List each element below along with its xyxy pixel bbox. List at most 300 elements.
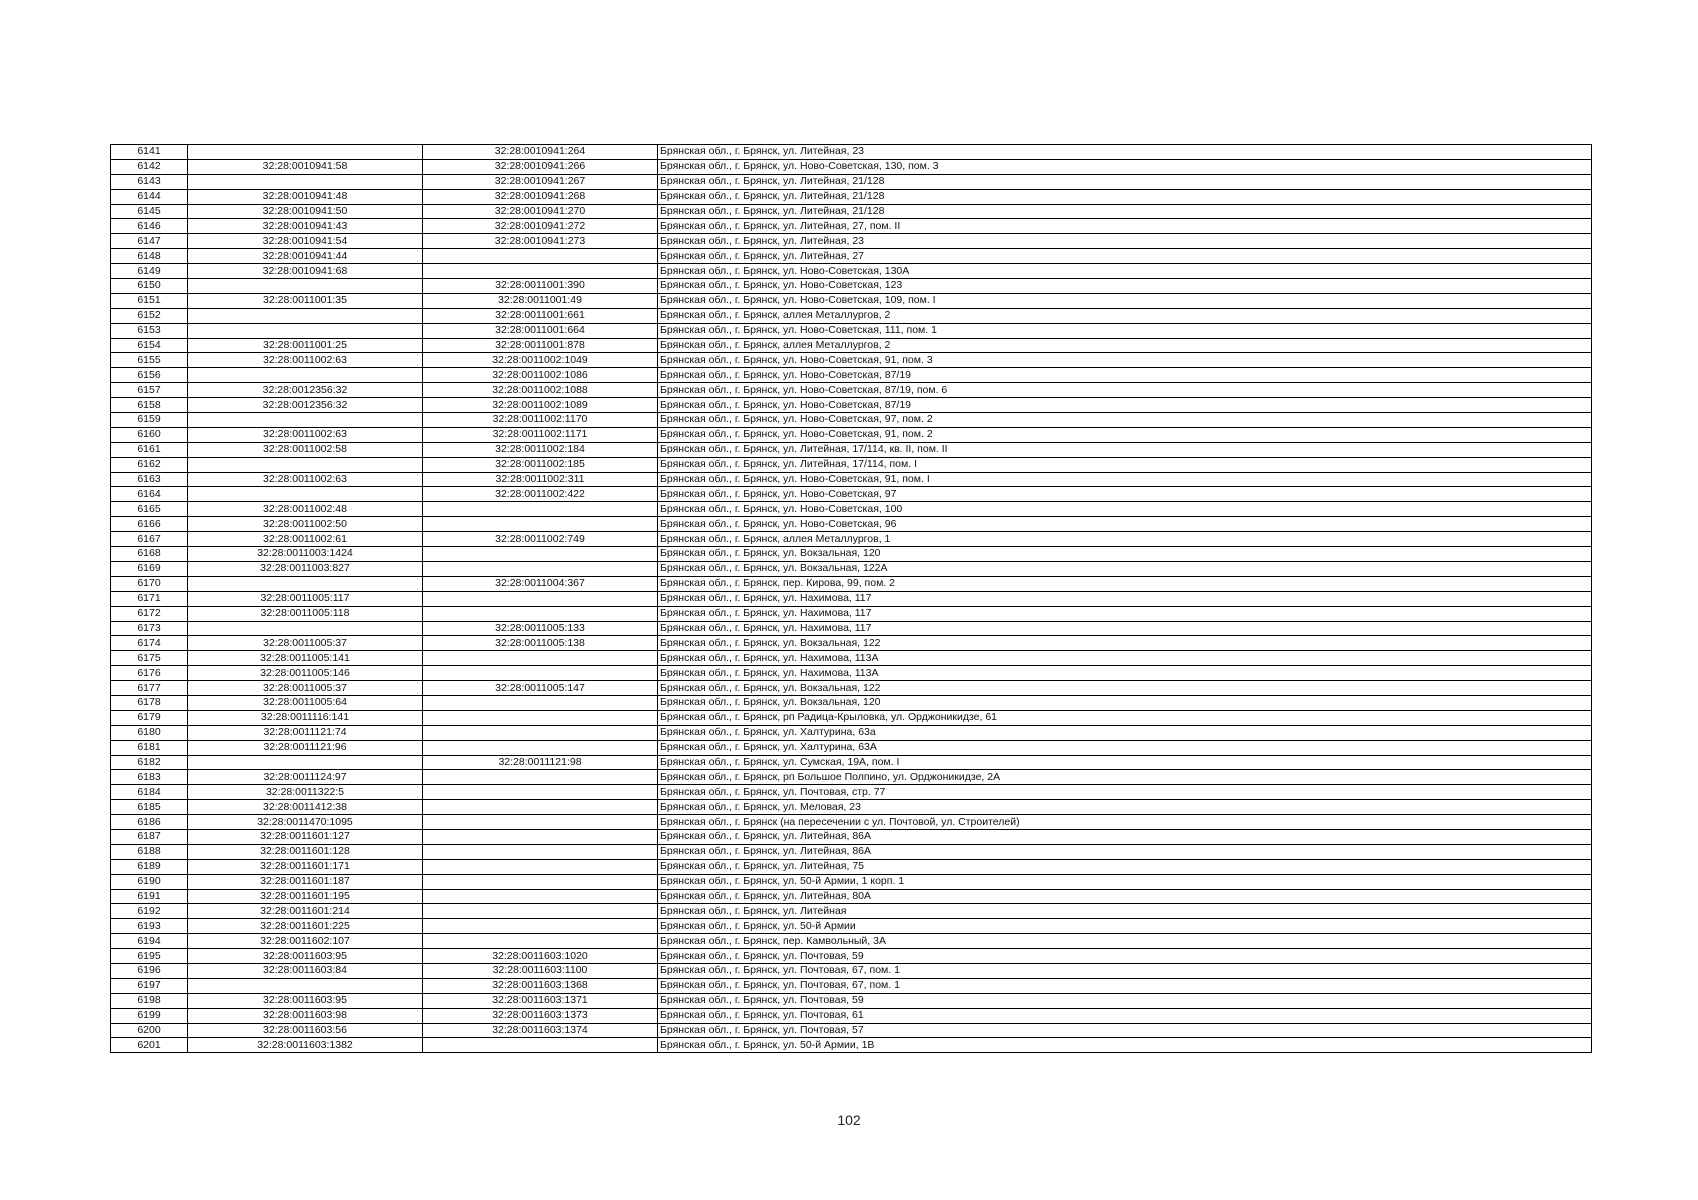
cadastral-number-land-cell: 32:28:0011005:117 <box>188 591 423 606</box>
table-row <box>111 532 1592 547</box>
address-cell: Брянская обл., г. Брянск, ул. Литейная, 21/128 <box>658 204 1592 219</box>
table-row <box>111 681 1592 696</box>
row-number-cell: 6162 <box>111 457 188 472</box>
cadastral-number-object-cell <box>423 874 658 889</box>
cadastral-number-land-cell <box>188 621 423 636</box>
cadastral-number-land-cell: 32:28:0011002:61 <box>188 532 423 547</box>
cadastral-number-object-cell: 32:28:0011002:184 <box>423 442 658 457</box>
cadastral-number-object-cell <box>423 934 658 949</box>
address-cell: Брянская обл., г. Брянск, ул. Литейная, 75 <box>658 859 1592 874</box>
address-cell: Брянская обл., г. Брянск, ул. Нахимова, 117 <box>658 591 1592 606</box>
row-number-cell: 6191 <box>111 889 188 904</box>
cadastral-number-land-cell: 32:28:0011002:63 <box>188 427 423 442</box>
cadastral-number-object-cell <box>423 264 658 279</box>
address-cell: Брянская обл., г. Брянск (на пересечении с ул. Почтовой, ул. Строителей) <box>658 815 1592 830</box>
cadastral-number-land-cell <box>188 755 423 770</box>
cadastral-number-object-cell: 32:28:0011002:1170 <box>423 413 658 428</box>
cadastral-number-object-cell <box>423 859 658 874</box>
row-number-cell: 6168 <box>111 547 188 562</box>
row-number-cell: 6172 <box>111 606 188 621</box>
cadastral-number-object-cell: 32:28:0011002:1086 <box>423 368 658 383</box>
row-number-cell: 6144 <box>111 189 188 204</box>
registry-table <box>110 144 1592 1053</box>
address-cell: Брянская обл., г. Брянск, ул. Нахимова, 117 <box>658 621 1592 636</box>
address-cell: Брянская обл., г. Брянск, ул. Почтовая, стр. 77 <box>658 785 1592 800</box>
table-row <box>111 234 1592 249</box>
cadastral-number-object-cell <box>423 725 658 740</box>
row-number-cell: 6179 <box>111 710 188 725</box>
address-cell: Брянская обл., г. Брянск, ул. Ново-Советская, 91, пом. 3 <box>658 353 1592 368</box>
row-number-cell: 6181 <box>111 740 188 755</box>
cadastral-number-land-cell: 32:28:0011002:63 <box>188 353 423 368</box>
table-row <box>111 829 1592 844</box>
row-number-cell: 6147 <box>111 234 188 249</box>
table-row <box>111 368 1592 383</box>
row-number-cell: 6193 <box>111 919 188 934</box>
cadastral-number-object-cell: 32:28:0011004:367 <box>423 576 658 591</box>
row-number-cell: 6186 <box>111 815 188 830</box>
address-cell: Брянская обл., г. Брянск, ул. Литейная, 86А <box>658 829 1592 844</box>
address-cell: Брянская обл., г. Брянск, аллея Металлургов, 2 <box>658 308 1592 323</box>
cadastral-number-object-cell: 32:28:0010941:273 <box>423 234 658 249</box>
cadastral-number-land-cell: 32:28:0011005:64 <box>188 695 423 710</box>
address-cell: Брянская обл., г. Брянск, ул. Ново-Советская, 100 <box>658 502 1592 517</box>
row-number-cell: 6165 <box>111 502 188 517</box>
row-number-cell: 6188 <box>111 844 188 859</box>
cadastral-number-land-cell: 32:28:0011602:107 <box>188 934 423 949</box>
table-row <box>111 755 1592 770</box>
cadastral-number-land-cell: 32:28:0010941:50 <box>188 204 423 219</box>
table-row <box>111 413 1592 428</box>
table-row <box>111 308 1592 323</box>
address-cell: Брянская обл., г. Брянск, ул. Ново-Советская, 111, пом. 1 <box>658 323 1592 338</box>
cadastral-number-land-cell: 32:28:0011603:1382 <box>188 1038 423 1053</box>
cadastral-number-object-cell: 32:28:0011005:133 <box>423 621 658 636</box>
table-row <box>111 934 1592 949</box>
cadastral-number-object-cell: 32:28:0011002:1088 <box>423 383 658 398</box>
address-cell: Брянская обл., г. Брянск, ул. Ново-Советская, 87/19 <box>658 398 1592 413</box>
address-cell: Брянская обл., г. Брянск, ул. Литейная, 17/114, кв. II, пом. II <box>658 442 1592 457</box>
cadastral-number-land-cell: 32:28:0011601:225 <box>188 919 423 934</box>
row-number-cell: 6154 <box>111 338 188 353</box>
address-cell: Брянская обл., г. Брянск, аллея Металлургов, 1 <box>658 532 1592 547</box>
address-cell: Брянская обл., г. Брянск, ул. Литейная, 86А <box>658 844 1592 859</box>
table-row <box>111 636 1592 651</box>
address-cell: Брянская обл., г. Брянск, ул. Литейная, 21/128 <box>658 174 1592 189</box>
table-row <box>111 1008 1592 1023</box>
address-cell: Брянская обл., г. Брянск, аллея Металлургов, 2 <box>658 338 1592 353</box>
table-row <box>111 800 1592 815</box>
cadastral-number-land-cell <box>188 145 423 160</box>
cadastral-number-object-cell <box>423 517 658 532</box>
address-cell: Брянская обл., г. Брянск, ул. Почтовая, 67, пом. 1 <box>658 963 1592 978</box>
row-number-cell: 6185 <box>111 800 188 815</box>
table-row <box>111 547 1592 562</box>
cadastral-number-land-cell: 32:28:0011002:63 <box>188 472 423 487</box>
address-cell: Брянская обл., г. Брянск, ул. Нахимова, 113А <box>658 666 1592 681</box>
cadastral-number-object-cell: 32:28:0011005:147 <box>423 681 658 696</box>
table-row <box>111 1023 1592 1038</box>
cadastral-number-land-cell: 32:28:0010941:44 <box>188 249 423 264</box>
table-row <box>111 398 1592 413</box>
cadastral-number-land-cell <box>188 279 423 294</box>
cadastral-number-object-cell <box>423 889 658 904</box>
address-cell: Брянская обл., г. Брянск, пер. Кирова, 99, пом. 2 <box>658 576 1592 591</box>
row-number-cell: 6190 <box>111 874 188 889</box>
cadastral-number-land-cell: 32:28:0010941:68 <box>188 264 423 279</box>
cadastral-number-object-cell: 32:28:0011002:422 <box>423 487 658 502</box>
table-row <box>111 353 1592 368</box>
cadastral-number-land-cell: 32:28:0011603:56 <box>188 1023 423 1038</box>
cadastral-number-land-cell <box>188 308 423 323</box>
address-cell: Брянская обл., г. Брянск, ул. Сумская, 19А, пом. I <box>658 755 1592 770</box>
cadastral-number-land-cell: 32:28:0011001:35 <box>188 293 423 308</box>
table-row <box>111 293 1592 308</box>
cadastral-number-land-cell: 32:28:0011121:74 <box>188 725 423 740</box>
row-number-cell: 6156 <box>111 368 188 383</box>
cadastral-number-object-cell <box>423 740 658 755</box>
table-row <box>111 204 1592 219</box>
cadastral-number-object-cell <box>423 666 658 681</box>
cadastral-number-land-cell: 32:28:0011002:48 <box>188 502 423 517</box>
row-number-cell: 6169 <box>111 561 188 576</box>
address-cell: Брянская обл., г. Брянск, ул. Нахимова, 117 <box>658 606 1592 621</box>
table-row <box>111 487 1592 502</box>
cadastral-number-land-cell: 32:28:0011005:118 <box>188 606 423 621</box>
row-number-cell: 6153 <box>111 323 188 338</box>
cadastral-number-land-cell: 32:28:0011005:37 <box>188 636 423 651</box>
table-row <box>111 993 1592 1008</box>
cadastral-number-land-cell <box>188 413 423 428</box>
cadastral-number-object-cell: 32:28:0011001:49 <box>423 293 658 308</box>
table-row <box>111 323 1592 338</box>
row-number-cell: 6145 <box>111 204 188 219</box>
row-number-cell: 6151 <box>111 293 188 308</box>
address-cell: Брянская обл., г. Брянск, ул. Вокзальная, 122 <box>658 681 1592 696</box>
table-row <box>111 904 1592 919</box>
cadastral-number-land-cell: 32:28:0010941:43 <box>188 219 423 234</box>
table-row <box>111 264 1592 279</box>
cadastral-number-land-cell <box>188 368 423 383</box>
address-cell: Брянская обл., г. Брянск, ул. Почтовая, 67, пом. 1 <box>658 978 1592 993</box>
cadastral-number-land-cell <box>188 323 423 338</box>
address-cell: Брянская обл., г. Брянск, ул. Халтурина, 63А <box>658 740 1592 755</box>
address-cell: Брянская обл., г. Брянск, ул. Литейная, 27 <box>658 249 1592 264</box>
table-row <box>111 145 1592 160</box>
row-number-cell: 6159 <box>111 413 188 428</box>
address-cell: Брянская обл., г. Брянск, ул. Ново-Советская, 97, пом. 2 <box>658 413 1592 428</box>
row-number-cell: 6198 <box>111 993 188 1008</box>
cadastral-number-object-cell: 32:28:0011603:1371 <box>423 993 658 1008</box>
table-row <box>111 561 1592 576</box>
table-row <box>111 874 1592 889</box>
table-row <box>111 844 1592 859</box>
cadastral-number-object-cell: 32:28:0011603:1020 <box>423 949 658 964</box>
cadastral-number-object-cell <box>423 919 658 934</box>
table-row <box>111 159 1592 174</box>
address-cell: Брянская обл., г. Брянск, ул. Вокзальная, 120 <box>658 547 1592 562</box>
row-number-cell: 6141 <box>111 145 188 160</box>
cadastral-number-land-cell: 32:28:0011603:98 <box>188 1008 423 1023</box>
table-row <box>111 949 1592 964</box>
cadastral-number-object-cell: 32:28:0010941:268 <box>423 189 658 204</box>
cadastral-number-land-cell <box>188 457 423 472</box>
address-cell: Брянская обл., г. Брянск, ул. 50-й Армии, 1 корп. 1 <box>658 874 1592 889</box>
table-row <box>111 472 1592 487</box>
cadastral-number-object-cell <box>423 561 658 576</box>
table-row <box>111 815 1592 830</box>
address-cell: Брянская обл., г. Брянск, ул. Литейная, 80А <box>658 889 1592 904</box>
table-row <box>111 606 1592 621</box>
address-cell: Брянская обл., г. Брянск, ул. Почтовая, 61 <box>658 1008 1592 1023</box>
address-cell: Брянская обл., г. Брянск, ул. Вокзальная, 120 <box>658 695 1592 710</box>
cadastral-number-object-cell <box>423 591 658 606</box>
cadastral-number-object-cell: 32:28:0011001:390 <box>423 279 658 294</box>
cadastral-number-land-cell: 32:28:0010941:48 <box>188 189 423 204</box>
cadastral-number-object-cell <box>423 606 658 621</box>
cadastral-number-object-cell <box>423 770 658 785</box>
row-number-cell: 6175 <box>111 651 188 666</box>
cadastral-number-land-cell: 32:28:0010941:54 <box>188 234 423 249</box>
address-cell: Брянская обл., г. Брянск, ул. Вокзальная, 122А <box>658 561 1592 576</box>
table-row <box>111 621 1592 636</box>
table-row <box>111 725 1592 740</box>
address-cell: Брянская обл., г. Брянск, ул. Ново-Советская, 96 <box>658 517 1592 532</box>
table-row <box>111 576 1592 591</box>
cadastral-number-object-cell: 32:28:0010941:267 <box>423 174 658 189</box>
cadastral-number-object-cell <box>423 249 658 264</box>
row-number-cell: 6180 <box>111 725 188 740</box>
row-number-cell: 6194 <box>111 934 188 949</box>
page-number: 102 <box>837 1112 861 1128</box>
row-number-cell: 6183 <box>111 770 188 785</box>
cadastral-number-object-cell: 32:28:0010941:270 <box>423 204 658 219</box>
table-row <box>111 279 1592 294</box>
cadastral-number-land-cell: 32:28:0012356:32 <box>188 398 423 413</box>
row-number-cell: 6192 <box>111 904 188 919</box>
cadastral-number-land-cell: 32:28:0011116:141 <box>188 710 423 725</box>
cadastral-number-land-cell: 32:28:0011601:187 <box>188 874 423 889</box>
cadastral-number-object-cell: 32:28:0011002:1049 <box>423 353 658 368</box>
table-row <box>111 174 1592 189</box>
cadastral-number-land-cell <box>188 487 423 502</box>
cadastral-number-land-cell: 32:28:0011601:195 <box>188 889 423 904</box>
address-cell: Брянская обл., г. Брянск, ул. Почтовая, 57 <box>658 1023 1592 1038</box>
cadastral-number-land-cell: 32:28:0011412:38 <box>188 800 423 815</box>
table-row <box>111 666 1592 681</box>
row-number-cell: 6197 <box>111 978 188 993</box>
cadastral-number-object-cell: 32:28:0011002:749 <box>423 532 658 547</box>
row-number-cell: 6184 <box>111 785 188 800</box>
address-cell: Брянская обл., г. Брянск, ул. Ново-Советская, 123 <box>658 279 1592 294</box>
address-cell: Брянская обл., г. Брянск, ул. Ново-Советская, 97 <box>658 487 1592 502</box>
row-number-cell: 6146 <box>111 219 188 234</box>
address-cell: Брянская обл., г. Брянск, ул. 50-й Армии, 1В <box>658 1038 1592 1053</box>
address-cell: Брянская обл., г. Брянск, ул. Литейная, 17/114, пом. I <box>658 457 1592 472</box>
row-number-cell: 6161 <box>111 442 188 457</box>
table-row <box>111 502 1592 517</box>
address-cell: Брянская обл., г. Брянск, ул. Литейная, 27, пом. II <box>658 219 1592 234</box>
address-cell: Брянская обл., г. Брянск, рп Радица-Крыловка, ул. Орджоникидзе, 61 <box>658 710 1592 725</box>
cadastral-number-land-cell: 32:28:0011002:58 <box>188 442 423 457</box>
table-row <box>111 785 1592 800</box>
table-row <box>111 442 1592 457</box>
row-number-cell: 6155 <box>111 353 188 368</box>
cadastral-number-land-cell: 32:28:0012356:32 <box>188 383 423 398</box>
address-cell: Брянская обл., г. Брянск, ул. Ново-Советская, 109, пом. I <box>658 293 1592 308</box>
row-number-cell: 6177 <box>111 681 188 696</box>
cadastral-number-object-cell <box>423 710 658 725</box>
address-cell: Брянская обл., г. Брянск, ул. Ново-Советская, 87/19, пом. 6 <box>658 383 1592 398</box>
cadastral-number-object-cell: 32:28:0011002:311 <box>423 472 658 487</box>
table-row <box>111 651 1592 666</box>
table-row <box>111 383 1592 398</box>
cadastral-number-land-cell: 32:28:0011001:25 <box>188 338 423 353</box>
cadastral-number-object-cell: 32:28:0011603:1374 <box>423 1023 658 1038</box>
row-number-cell: 6148 <box>111 249 188 264</box>
cadastral-number-object-cell <box>423 904 658 919</box>
address-cell: Брянская обл., г. Брянск, ул. Почтовая, 59 <box>658 993 1592 1008</box>
row-number-cell: 6163 <box>111 472 188 487</box>
cadastral-number-land-cell: 32:28:0011603:95 <box>188 949 423 964</box>
row-number-cell: 6158 <box>111 398 188 413</box>
cadastral-number-land-cell: 32:28:0011601:128 <box>188 844 423 859</box>
row-number-cell: 6201 <box>111 1038 188 1053</box>
cadastral-number-land-cell <box>188 978 423 993</box>
address-cell: Брянская обл., г. Брянск, пер. Камвольный, 3А <box>658 934 1592 949</box>
row-number-cell: 6200 <box>111 1023 188 1038</box>
row-number-cell: 6176 <box>111 666 188 681</box>
cadastral-number-land-cell <box>188 174 423 189</box>
row-number-cell: 6182 <box>111 755 188 770</box>
cadastral-number-object-cell: 32:28:0011001:661 <box>423 308 658 323</box>
row-number-cell: 6171 <box>111 591 188 606</box>
cadastral-number-land-cell: 32:28:0011121:96 <box>188 740 423 755</box>
row-number-cell: 6157 <box>111 383 188 398</box>
row-number-cell: 6164 <box>111 487 188 502</box>
cadastral-number-land-cell: 32:28:0011003:827 <box>188 561 423 576</box>
cadastral-number-object-cell: 32:28:0011005:138 <box>423 636 658 651</box>
cadastral-number-object-cell: 32:28:0011603:1373 <box>423 1008 658 1023</box>
cadastral-number-object-cell <box>423 502 658 517</box>
table-row <box>111 591 1592 606</box>
cadastral-number-object-cell: 32:28:0011001:664 <box>423 323 658 338</box>
table-row <box>111 978 1592 993</box>
row-number-cell: 6199 <box>111 1008 188 1023</box>
cadastral-number-land-cell: 32:28:0011003:1424 <box>188 547 423 562</box>
address-cell: Брянская обл., г. Брянск, ул. Ново-Советская, 130А <box>658 264 1592 279</box>
address-cell: Брянская обл., г. Брянск, ул. Нахимова, 113А <box>658 651 1592 666</box>
cadastral-number-land-cell: 32:28:0010941:58 <box>188 159 423 174</box>
cadastral-number-land-cell: 32:28:0011601:127 <box>188 829 423 844</box>
cadastral-number-object-cell <box>423 785 658 800</box>
address-cell: Брянская обл., г. Брянск, ул. Литейная, 23 <box>658 145 1592 160</box>
cadastral-number-land-cell <box>188 576 423 591</box>
table-row <box>111 457 1592 472</box>
row-number-cell: 6167 <box>111 532 188 547</box>
cadastral-number-object-cell <box>423 547 658 562</box>
cadastral-number-land-cell: 32:28:0011002:50 <box>188 517 423 532</box>
address-cell: Брянская обл., г. Брянск, ул. Литейная, 23 <box>658 234 1592 249</box>
table-row <box>111 1038 1592 1053</box>
cadastral-number-land-cell: 32:28:0011005:146 <box>188 666 423 681</box>
table-row <box>111 695 1592 710</box>
cadastral-number-land-cell: 32:28:0011470:1095 <box>188 815 423 830</box>
address-cell: Брянская обл., г. Брянск, ул. Халтурина, 63а <box>658 725 1592 740</box>
cadastral-number-object-cell: 32:28:0011002:1171 <box>423 427 658 442</box>
row-number-cell: 6173 <box>111 621 188 636</box>
cadastral-number-object-cell: 32:28:0010941:272 <box>423 219 658 234</box>
cadastral-number-object-cell: 32:28:0010941:266 <box>423 159 658 174</box>
table-row <box>111 770 1592 785</box>
table-row <box>111 710 1592 725</box>
address-cell: Брянская обл., г. Брянск, ул. Вокзальная, 122 <box>658 636 1592 651</box>
cadastral-number-object-cell: 32:28:0011002:185 <box>423 457 658 472</box>
row-number-cell: 6178 <box>111 695 188 710</box>
address-cell: Брянская обл., г. Брянск, ул. Ново-Советская, 91, пом. 2 <box>658 427 1592 442</box>
row-number-cell: 6142 <box>111 159 188 174</box>
cadastral-number-object-cell <box>423 800 658 815</box>
row-number-cell: 6187 <box>111 829 188 844</box>
table-row <box>111 219 1592 234</box>
address-cell: Брянская обл., г. Брянск, ул. Меловая, 23 <box>658 800 1592 815</box>
address-cell: Брянская обл., г. Брянск, ул. Ново-Советская, 91, пом. I <box>658 472 1592 487</box>
row-number-cell: 6143 <box>111 174 188 189</box>
cadastral-number-object-cell <box>423 829 658 844</box>
cadastral-number-object-cell <box>423 1038 658 1053</box>
cadastral-number-land-cell: 32:28:0011601:214 <box>188 904 423 919</box>
cadastral-number-land-cell: 32:28:0011005:141 <box>188 651 423 666</box>
cadastral-number-land-cell: 32:28:0011124:97 <box>188 770 423 785</box>
row-number-cell: 6166 <box>111 517 188 532</box>
row-number-cell: 6149 <box>111 264 188 279</box>
cadastral-number-land-cell: 32:28:0011603:95 <box>188 993 423 1008</box>
address-cell: Брянская обл., г. Брянск, ул. Ново-Советская, 87/19 <box>658 368 1592 383</box>
row-number-cell: 6170 <box>111 576 188 591</box>
row-number-cell: 6196 <box>111 963 188 978</box>
address-cell: Брянская обл., г. Брянск, рп Большое Полпино, ул. Орджоникидзе, 2А <box>658 770 1592 785</box>
table-row <box>111 338 1592 353</box>
address-cell: Брянская обл., г. Брянск, ул. Ново-Советская, 130, пом. 3 <box>658 159 1592 174</box>
cadastral-number-land-cell: 32:28:0011005:37 <box>188 681 423 696</box>
address-cell: Брянская обл., г. Брянск, ул. 50-й Армии <box>658 919 1592 934</box>
cadastral-number-object-cell: 32:28:0010941:264 <box>423 145 658 160</box>
table-row <box>111 517 1592 532</box>
table-row <box>111 963 1592 978</box>
cadastral-number-object-cell <box>423 815 658 830</box>
address-cell: Брянская обл., г. Брянск, ул. Литейная <box>658 904 1592 919</box>
address-cell: Брянская обл., г. Брянск, ул. Почтовая, 59 <box>658 949 1592 964</box>
cadastral-number-land-cell: 32:28:0011601:171 <box>188 859 423 874</box>
table-row <box>111 859 1592 874</box>
cadastral-number-object-cell: 32:28:0011001:878 <box>423 338 658 353</box>
table-row <box>111 919 1592 934</box>
table-row <box>111 889 1592 904</box>
row-number-cell: 6174 <box>111 636 188 651</box>
table-row <box>111 740 1592 755</box>
row-number-cell: 6189 <box>111 859 188 874</box>
row-number-cell: 6160 <box>111 427 188 442</box>
table-row <box>111 427 1592 442</box>
row-number-cell: 6152 <box>111 308 188 323</box>
cadastral-number-object-cell <box>423 651 658 666</box>
row-number-cell: 6150 <box>111 279 188 294</box>
cadastral-number-object-cell <box>423 844 658 859</box>
table-row <box>111 189 1592 204</box>
cadastral-number-object-cell: 32:28:0011603:1368 <box>423 978 658 993</box>
cadastral-number-object-cell: 32:28:0011121:98 <box>423 755 658 770</box>
cadastral-number-land-cell: 32:28:0011603:84 <box>188 963 423 978</box>
